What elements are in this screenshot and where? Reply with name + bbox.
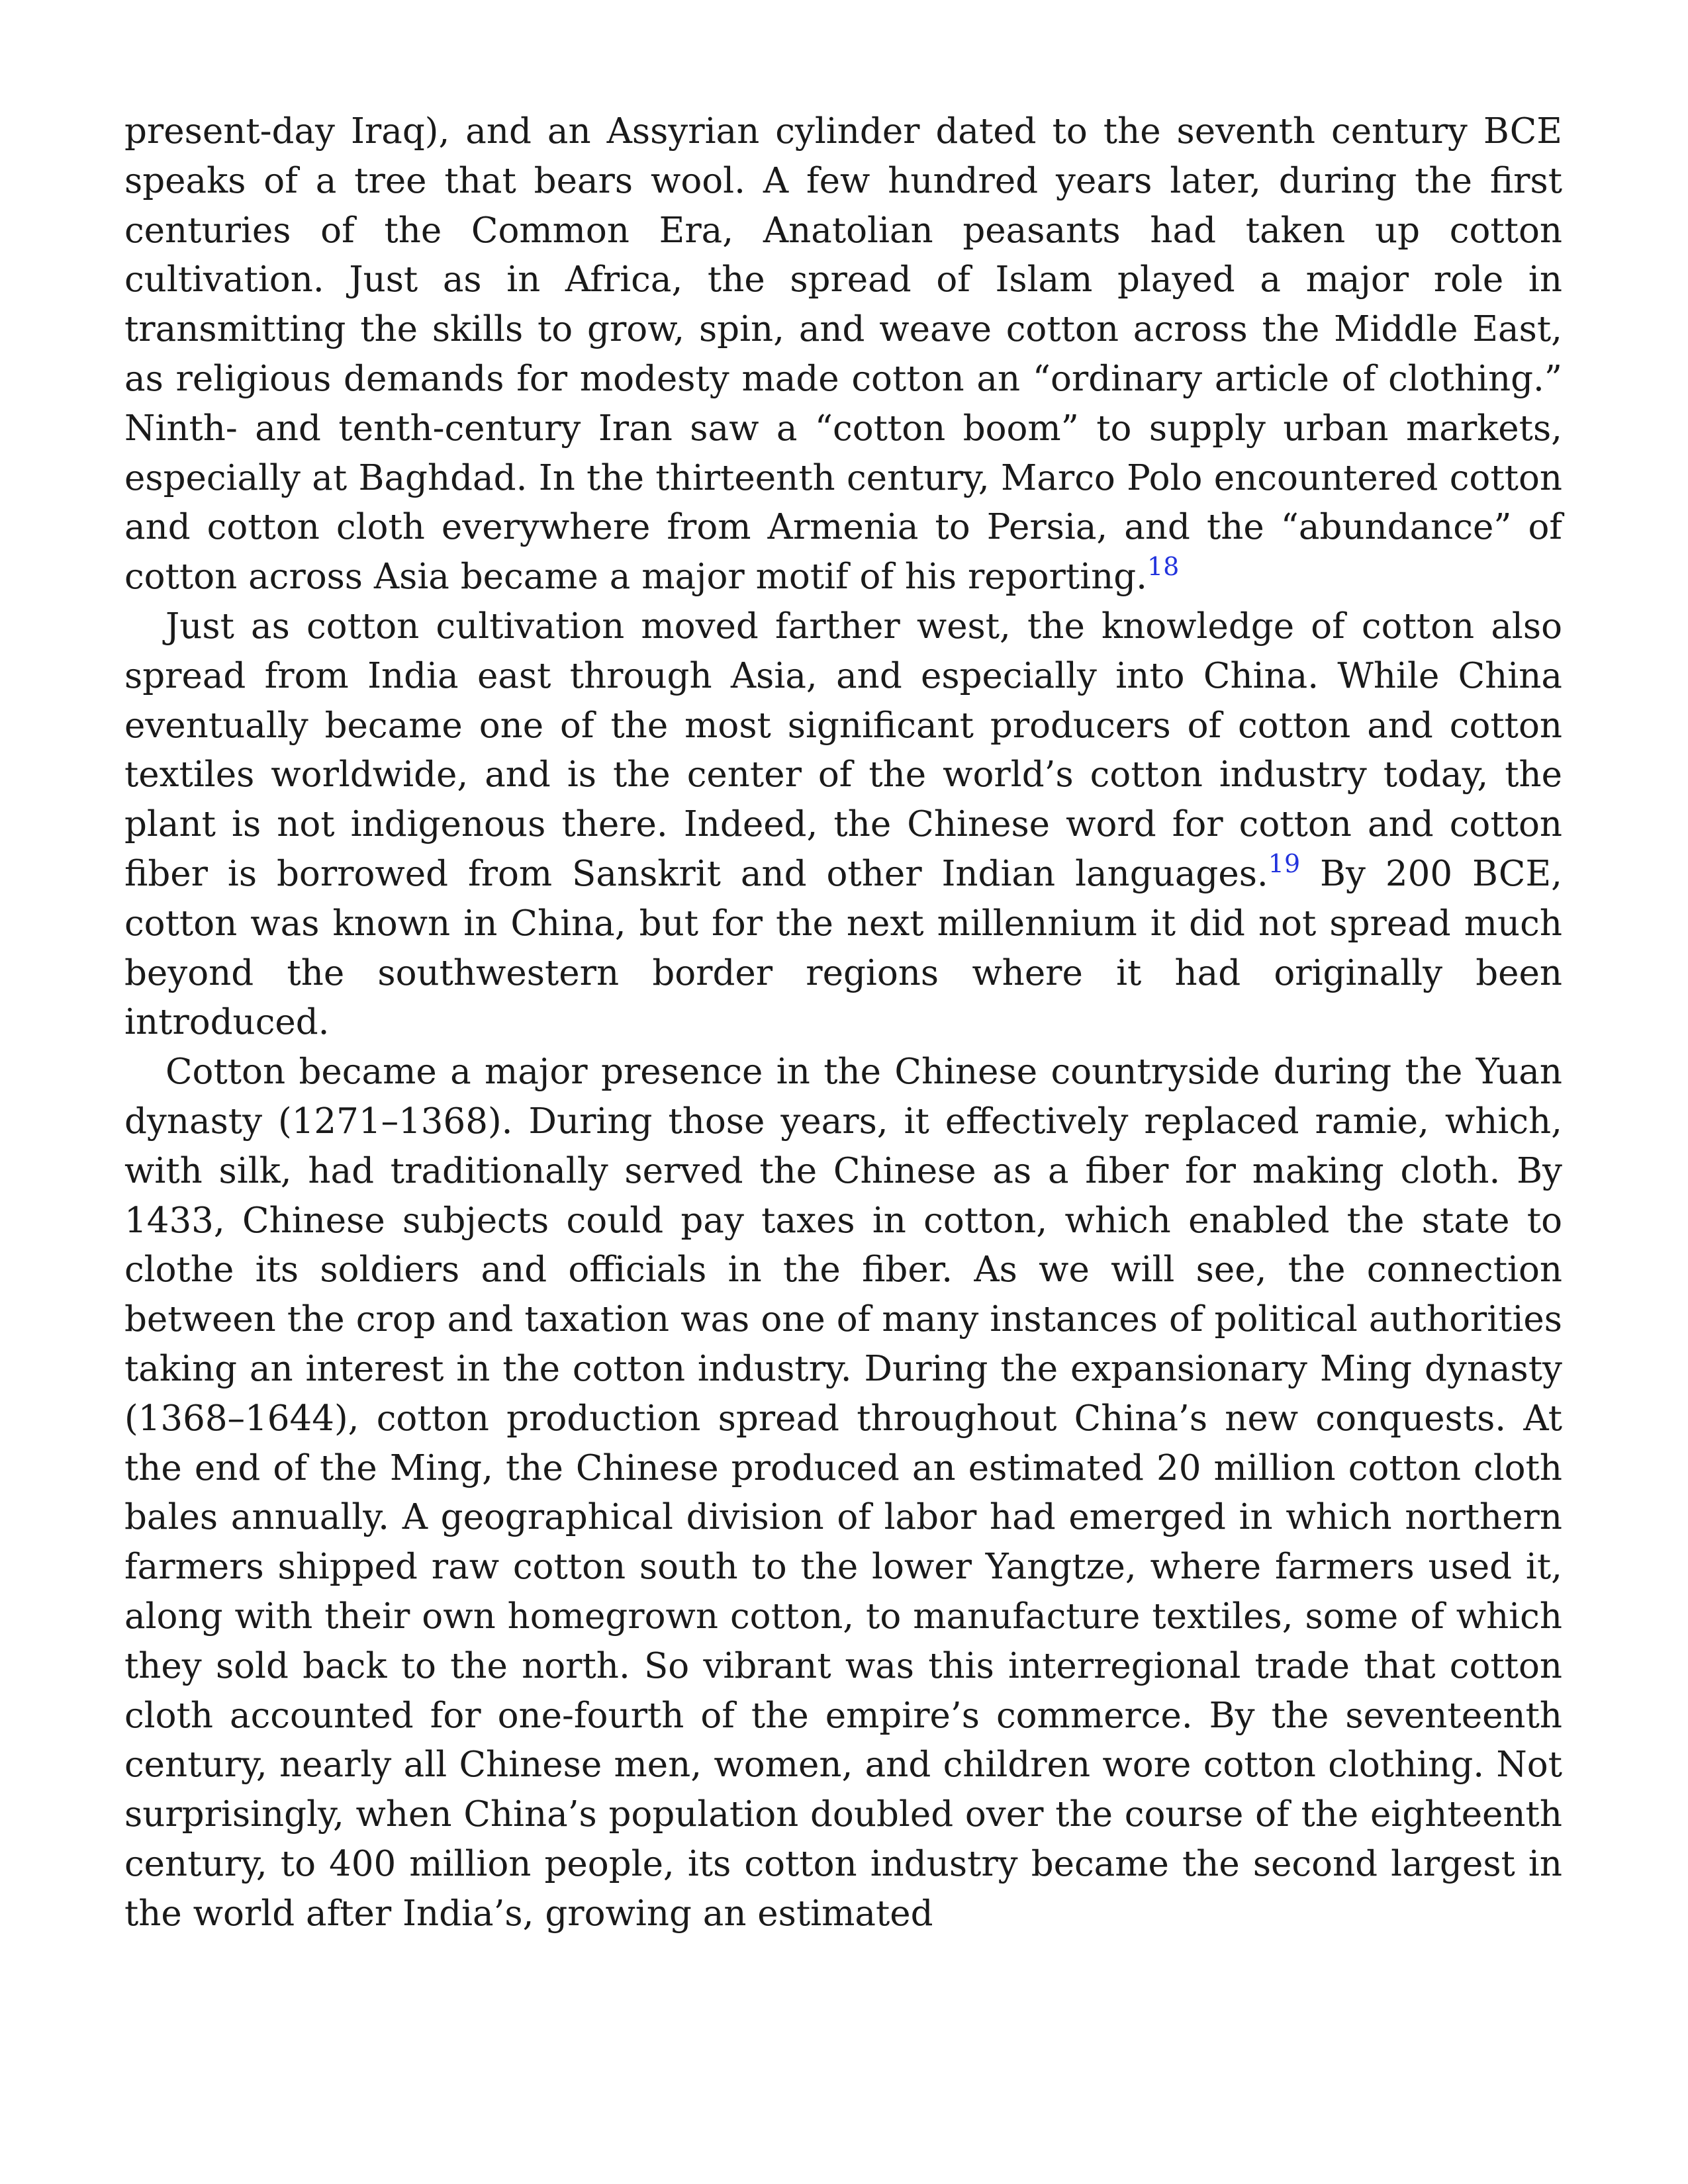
footnote-link-18[interactable]: 18 <box>1147 552 1180 582</box>
paragraph-3 <box>124 1048 1562 1938</box>
footnote-link-19[interactable]: 19 <box>1268 848 1301 878</box>
paragraph-2 <box>124 602 1562 1048</box>
paragraph-text: By 200 BCE, cotton was known in China, but for the next millennium it did not spread much beyond the southwestern border regions where it had originally been introduced. <box>124 853 1562 1043</box>
paragraph-text: Just as cotton cultivation moved farther west, the knowledge of cotton also spread from India east through Asia, and especially into China. While China eventually became one of the most significant producers of cotton and cotton textiles worldwide, and is the center of the world’s cotton industry today, the plant is not indigenous there. Indeed, the Chinese word for cotton and cotton fiber is borrowed from Sanskrit and other Indian languages. <box>124 606 1562 894</box>
paragraph-text: present-day Iraq), and an Assyrian cylinder dated to the seventh century BCE speaks of a tree that bears wool. A few hundred years later, during the first centuries of the Common Era, Anatolian peasants had taken up cotton cultivation. Just as in Africa, the spread of Islam played a major role in transmitting the skills to grow, spin, and weave cotton across the Middle East, as religious demands for modesty made cotton an “ordinary article of clothing.” Ninth- and tenth-century Iran saw a “cotton boom” to supply urban markets, especially at Baghdad. In the thirteenth century, Marco Polo encountered cotton and cotton cloth everywhere from Armenia to Persia, and the “abundance” of cotton across Asia became a major motif of his reporting. <box>124 111 1562 598</box>
paragraph-text: Cotton became a major presence in the Chinese countryside during the Yuan dynasty (1271–1368). During those years, it effectively replaced ramie, which, with silk, had traditionally served the Chinese as a fiber for making cloth. By 1433, Chinese subjects could pay taxes in cotton, which enabled the state to clothe its soldiers and officials in the fiber. As we will see, the connection between the crop and taxation was one of many instances of political authorities taking an interest in the cotton industry. During the expansionary Ming dynasty (1368–1644), cotton production spread throughout China’s new conquests. At the end of the Ming, the Chinese produced an estimated 20 million cotton cloth bales annually. A geographical division of labor had emerged in which northern farmers shipped raw cotton south to the lower Yangtze, where farmers used it, along with their own homegrown cotton, to manufacture textiles, some of which they sold back to the north. So vibrant was this interregional trade that cotton cloth accounted for one-fourth of the empire’s commerce. By the seventeenth century, nearly all Chinese men, women, and children wore cotton clothing. Not surprisingly, when China’s population doubled over the course of the eighteenth century, to 400 million people, its cotton industry became the second largest in the world after India’s, growing an estimated <box>124 1052 1562 1934</box>
page-body <box>124 107 1562 1938</box>
paragraph-1 <box>124 107 1562 602</box>
